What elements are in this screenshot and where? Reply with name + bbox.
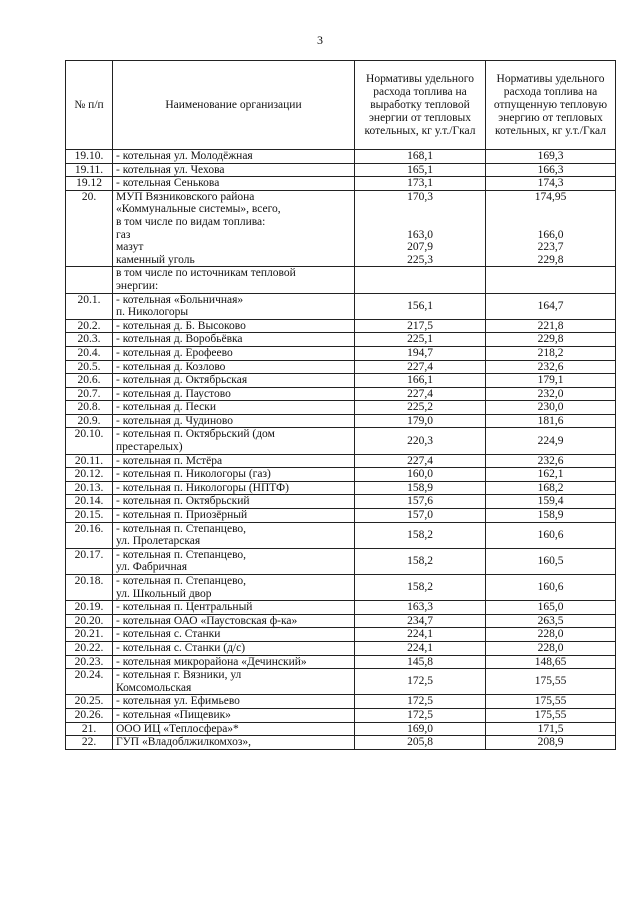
organization-name: [113, 374, 355, 388]
table-row: [66, 495, 616, 509]
cell-line: - котельная д. Воробьёвка: [116, 333, 243, 346]
production-norm-value: [355, 641, 486, 655]
organization-name: [113, 736, 355, 750]
table-row: [66, 360, 616, 374]
cell-line: 172,5: [407, 675, 433, 688]
organization-name: [113, 267, 355, 293]
production-norm-value: [355, 601, 486, 615]
row-number: 20.1.: [66, 293, 113, 319]
cell-line: - котельная п. Октябрьский (дом: [116, 428, 275, 441]
cell-line: 165,0: [537, 601, 564, 614]
production-norm-value: [355, 360, 486, 374]
cell-line: - котельная п. Степанцево,: [116, 548, 247, 561]
organization-name: [113, 468, 355, 482]
cell-line: - котельная п. Октябрьский: [116, 495, 250, 508]
table-row: [66, 163, 616, 177]
supply-norm-value: [486, 333, 616, 347]
fuel-norms-table: [65, 60, 616, 750]
table-row: [66, 468, 616, 482]
production-norm-value: [355, 522, 486, 548]
cell-line: 174,95: [534, 190, 567, 203]
table-row: [66, 695, 616, 709]
cell-line: «Коммунальные системы», всего,: [116, 203, 281, 216]
row-number: 20.20.: [66, 614, 113, 628]
cell-line: [358, 203, 482, 216]
organization-name: [113, 601, 355, 615]
table-row: [66, 387, 616, 401]
cell-line: 160,5: [537, 555, 564, 568]
production-norm-value: [355, 614, 486, 628]
organization-name: [113, 495, 355, 509]
row-number: 20.8.: [66, 401, 113, 415]
organization-name: [113, 454, 355, 468]
supply-norm-value: [486, 150, 616, 164]
cell-line: [358, 216, 482, 229]
cell-line: 224,1: [407, 628, 433, 641]
row-number: 20.13.: [66, 481, 113, 495]
cell-line: 166,1: [407, 374, 433, 387]
production-norm-value: [355, 454, 486, 468]
row-number: 20.12.: [66, 468, 113, 482]
cell-line: 145,8: [407, 655, 433, 668]
cell-line: 228,0: [537, 628, 564, 641]
organization-name: [113, 669, 355, 695]
cell-line: 229,8: [537, 253, 564, 266]
production-norm-value: [355, 333, 486, 347]
row-number: 20.3.: [66, 333, 113, 347]
cell-line: 179,0: [407, 414, 433, 427]
cell-line: Комсомольская: [116, 681, 192, 694]
cell-line: - котельная ОАО «Паустовская ф-ка»: [116, 614, 298, 627]
table-row: [66, 736, 616, 750]
row-number: 20.14.: [66, 495, 113, 509]
cell-line: - котельная Сенькова: [116, 177, 220, 190]
table-row: [66, 628, 616, 642]
cell-line: 221,8: [537, 319, 564, 332]
cell-line: ООО ИЦ «Теплосфера»*: [116, 722, 239, 735]
table-header-row: [66, 61, 616, 150]
cell-line: 175,55: [534, 708, 567, 721]
cell-line: 170,3: [407, 190, 433, 203]
row-number: 20.4.: [66, 346, 113, 360]
production-norm-value: [355, 736, 486, 750]
organization-name: [113, 628, 355, 642]
cell-line: - котельная г. Вязники, ул: [116, 669, 242, 682]
cell-line: 232,6: [537, 454, 564, 467]
table-row: [66, 601, 616, 615]
cell-line: - котельная д. Чудиново: [116, 414, 233, 427]
production-norm-value: [355, 401, 486, 415]
cell-line: в том числе по видам топлива:: [116, 215, 266, 228]
cell-line: 207,9: [407, 241, 433, 254]
table-row: [66, 509, 616, 523]
cell-line: - котельная д. Ерофеево: [116, 346, 233, 359]
cell-line: 158,9: [407, 481, 433, 494]
supply-norm-value: [486, 614, 616, 628]
organization-name: [113, 548, 355, 574]
production-norm-value: [355, 150, 486, 164]
cell-line: ГУП «Владоблжилкомхоз»,: [116, 736, 252, 749]
cell-line: - котельная ул. Молодёжная: [116, 150, 253, 162]
cell-line: 160,6: [537, 581, 564, 594]
cell-line: - котельная д. Пески: [116, 401, 216, 414]
cell-line: 171,5: [537, 722, 564, 735]
production-norm-value: [355, 509, 486, 523]
cell-line: 232,6: [537, 360, 564, 373]
organization-name: [113, 414, 355, 428]
cell-line: 218,2: [537, 346, 564, 359]
cell-line: 158,2: [407, 528, 433, 541]
production-norm-value: [355, 708, 486, 722]
cell-line: 217,5: [407, 319, 433, 332]
supply-norm-value: [486, 387, 616, 401]
cell-line: 224,1: [407, 641, 433, 654]
supply-norm-value: [486, 669, 616, 695]
row-number: 19.11.: [66, 163, 113, 177]
supply-norm-value: [486, 481, 616, 495]
supply-norm-value: [486, 628, 616, 642]
organization-name: [113, 722, 355, 736]
production-norm-value: [355, 695, 486, 709]
cell-line: - котельная д. Козлово: [116, 360, 226, 373]
production-norm-value: [355, 190, 486, 267]
cell-line: - котельная ул. Чехова: [116, 163, 225, 176]
organization-name: [113, 695, 355, 709]
row-number: 21.: [66, 722, 113, 736]
cell-line: МУП Вязниковского района: [116, 190, 255, 203]
cell-line: - котельная «Пищевик»: [116, 708, 231, 721]
production-norm-value: [355, 267, 486, 293]
supply-norm-value: [486, 548, 616, 574]
organization-name: [113, 522, 355, 548]
cell-line: - котельная п. Никологоры (НПТФ): [116, 481, 289, 494]
cell-line: каменный уголь: [116, 253, 195, 266]
cell-line: - котельная д. Б. Высоково: [116, 319, 246, 332]
row-number: 20.16.: [66, 522, 113, 548]
cell-line: [489, 203, 612, 216]
cell-line: [489, 216, 612, 229]
row-number: 20.2.: [66, 319, 113, 333]
cell-line: 148,65: [534, 655, 567, 668]
production-norm-value: [355, 481, 486, 495]
cell-line: 166,3: [537, 163, 564, 176]
table-body: [66, 150, 616, 750]
production-norm-value: [355, 722, 486, 736]
production-norm-value: [355, 428, 486, 454]
table-row: [66, 548, 616, 574]
organization-name: [113, 641, 355, 655]
supply-norm-value: [486, 360, 616, 374]
production-norm-value: [355, 414, 486, 428]
production-norm-value: [355, 655, 486, 669]
table-row: [66, 374, 616, 388]
cell-line: 168,2: [537, 481, 564, 494]
cell-line: 165,1: [407, 163, 433, 176]
organization-name: [113, 509, 355, 523]
cell-line: 263,5: [537, 614, 564, 627]
cell-line: 179,1: [537, 374, 564, 387]
table-row: [66, 150, 616, 164]
cell-line: 166,0: [537, 228, 564, 241]
supply-norm-value: [486, 601, 616, 615]
cell-line: [489, 274, 612, 287]
row-number: 20.: [66, 190, 113, 267]
table-row: [66, 669, 616, 695]
table-row: [66, 614, 616, 628]
table-row: [66, 267, 616, 293]
row-number: 20.26.: [66, 708, 113, 722]
cell-line: 228,0: [537, 641, 564, 654]
cell-line: в том числе по источникам тепловой: [116, 267, 296, 280]
cell-line: 172,5: [407, 708, 433, 721]
cell-line: - котельная «Больничная»: [116, 293, 244, 306]
cell-line: 163,3: [407, 601, 433, 614]
cell-line: - котельная п. Мстёра: [116, 454, 223, 467]
production-norm-value: [355, 163, 486, 177]
organization-name: [113, 655, 355, 669]
cell-line: 163,0: [407, 228, 433, 241]
production-norm-value: [355, 374, 486, 388]
table-row: [66, 655, 616, 669]
row-number: 20.22.: [66, 641, 113, 655]
table-row: [66, 575, 616, 601]
organization-name: [113, 708, 355, 722]
cell-line: 162,1: [537, 468, 564, 481]
row-number: 20.6.: [66, 374, 113, 388]
organization-name: [113, 346, 355, 360]
cell-line: - котельная д. Октябрьская: [116, 374, 248, 387]
table-row: [66, 401, 616, 415]
cell-line: ул. Школьный двор: [116, 587, 212, 600]
supply-norm-value: [486, 454, 616, 468]
table-row: [66, 641, 616, 655]
cell-line: 225,2: [407, 401, 433, 414]
supply-norm-value: [486, 267, 616, 293]
cell-line: 208,9: [537, 736, 564, 749]
header-num: № п/п: [66, 61, 113, 150]
page-number: 3: [317, 33, 323, 47]
supply-norm-value: [486, 414, 616, 428]
cell-line: энергии:: [116, 279, 159, 292]
cell-line: 175,55: [534, 675, 567, 688]
table-row: [66, 333, 616, 347]
supply-norm-value: [486, 428, 616, 454]
row-number: 19.12: [66, 177, 113, 191]
table-row: [66, 522, 616, 548]
table-row: [66, 454, 616, 468]
header-production-norm: Нормативы удельного расхода топлива на выработку тепловой энергии от тепловых котельных, кг у.т./Гкал: [355, 61, 486, 150]
row-number: 20.19.: [66, 601, 113, 615]
organization-name: [113, 333, 355, 347]
cell-line: - котельная ул. Ефимьево: [116, 695, 240, 708]
cell-line: - котельная п. Никологоры (газ): [116, 468, 271, 481]
cell-line: 174,3: [537, 177, 564, 190]
supply-norm-value: [486, 509, 616, 523]
supply-norm-value: [486, 293, 616, 319]
cell-line: - котельная д. Паустово: [116, 387, 231, 400]
cell-line: 172,5: [407, 695, 433, 708]
cell-line: 158,2: [407, 555, 433, 568]
cell-line: 227,4: [407, 387, 433, 400]
supply-norm-value: [486, 374, 616, 388]
cell-line: 158,2: [407, 581, 433, 594]
organization-name: [113, 481, 355, 495]
supply-norm-value: [486, 522, 616, 548]
table-row: [66, 190, 616, 267]
cell-line: 157,6: [407, 495, 433, 508]
row-number: 20.24.: [66, 669, 113, 695]
supply-norm-value: [486, 401, 616, 415]
organization-name: [113, 387, 355, 401]
cell-line: 159,4: [537, 495, 564, 508]
cell-line: 232,0: [537, 387, 564, 400]
cell-line: 169,0: [407, 722, 433, 735]
row-number: 22.: [66, 736, 113, 750]
cell-line: 227,4: [407, 454, 433, 467]
supply-norm-value: [486, 346, 616, 360]
production-norm-value: [355, 669, 486, 695]
supply-norm-value: [486, 641, 616, 655]
supply-norm-value: [486, 708, 616, 722]
supply-norm-value: [486, 163, 616, 177]
cell-line: 223,7: [537, 241, 564, 254]
cell-line: 220,3: [407, 434, 433, 447]
supply-norm-value: [486, 468, 616, 482]
organization-name: [113, 319, 355, 333]
organization-name: [113, 428, 355, 454]
cell-line: 225,3: [407, 253, 433, 266]
cell-line: 157,0: [407, 509, 433, 522]
cell-line: 230,0: [537, 401, 564, 414]
row-number: 20.11.: [66, 454, 113, 468]
cell-line: - котельная с. Станки: [116, 628, 221, 641]
organization-name: [113, 360, 355, 374]
organization-name: [113, 177, 355, 191]
organization-name: [113, 190, 355, 267]
supply-norm-value: [486, 695, 616, 709]
organization-name: [113, 401, 355, 415]
row-number: 20.23.: [66, 655, 113, 669]
table-row: [66, 708, 616, 722]
row-number: 20.25.: [66, 695, 113, 709]
row-number: 20.10.: [66, 428, 113, 454]
organization-name: [113, 293, 355, 319]
row-number: 20.21.: [66, 628, 113, 642]
production-norm-value: [355, 495, 486, 509]
row-number: [66, 267, 113, 293]
organization-name: [113, 614, 355, 628]
cell-line: - котельная п. Приозёрный: [116, 509, 248, 522]
cell-line: [358, 274, 482, 287]
row-number: 20.15.: [66, 509, 113, 523]
cell-line: - котельная п. Степанцево,: [116, 575, 247, 587]
cell-line: 156,1: [407, 299, 433, 312]
production-norm-value: [355, 628, 486, 642]
cell-line: 164,7: [537, 299, 564, 312]
cell-line: ул. Фабричная: [116, 561, 188, 574]
supply-norm-value: [486, 575, 616, 601]
cell-line: 205,8: [407, 736, 433, 749]
cell-line: 234,7: [407, 614, 433, 627]
cell-line: 227,4: [407, 360, 433, 373]
row-number: 19.10.: [66, 150, 113, 164]
cell-line: 229,8: [537, 333, 564, 346]
supply-norm-value: [486, 722, 616, 736]
cell-line: - котельная с. Станки (д/с): [116, 641, 246, 654]
cell-line: 224,9: [537, 434, 564, 447]
cell-line: престарелых): [116, 441, 183, 454]
cell-line: 158,9: [537, 509, 564, 522]
row-number: 20.18.: [66, 575, 113, 601]
cell-line: мазут: [116, 241, 144, 254]
cell-line: ул. Пролетарская: [116, 535, 201, 548]
row-number: 20.5.: [66, 360, 113, 374]
row-number: 20.7.: [66, 387, 113, 401]
cell-line: 225,1: [407, 333, 433, 346]
production-norm-value: [355, 575, 486, 601]
table-row: [66, 414, 616, 428]
header-org: Наименование организации: [113, 61, 355, 150]
row-number: 20.9.: [66, 414, 113, 428]
supply-norm-value: [486, 177, 616, 191]
supply-norm-value: [486, 319, 616, 333]
cell-line: 168,1: [407, 150, 433, 162]
production-norm-value: [355, 319, 486, 333]
table-row: [66, 293, 616, 319]
supply-norm-value: [486, 190, 616, 267]
row-number: 20.17.: [66, 548, 113, 574]
table-row: [66, 177, 616, 191]
production-norm-value: [355, 177, 486, 191]
production-norm-value: [355, 387, 486, 401]
cell-line: 175,55: [534, 695, 567, 708]
organization-name: [113, 575, 355, 601]
cell-line: - котельная п. Центральный: [116, 601, 253, 614]
cell-line: п. Никологоры: [116, 306, 189, 319]
cell-line: газ: [116, 228, 131, 241]
cell-line: 181,6: [537, 414, 564, 427]
cell-line: 160,6: [537, 528, 564, 541]
cell-line: 194,7: [407, 346, 433, 359]
organization-name: [113, 150, 355, 164]
cell-line: 169,3: [537, 150, 564, 162]
cell-line: - котельная микрорайона «Дечинский»: [116, 655, 307, 668]
table-row: [66, 722, 616, 736]
supply-norm-value: [486, 736, 616, 750]
production-norm-value: [355, 346, 486, 360]
production-norm-value: [355, 548, 486, 574]
organization-name: [113, 163, 355, 177]
supply-norm-value: [486, 495, 616, 509]
cell-line: 160,0: [407, 468, 433, 481]
table-row: [66, 428, 616, 454]
table-row: [66, 346, 616, 360]
cell-line: 173,1: [407, 177, 433, 190]
supply-norm-value: [486, 655, 616, 669]
header-supply-norm: Нормативы удельного расхода топлива на отпущенную тепловую энергию от тепловых котельных, кг у.т./Гкал: [486, 61, 616, 150]
cell-line: - котельная п. Степанцево,: [116, 522, 247, 535]
table-row: [66, 319, 616, 333]
production-norm-value: [355, 468, 486, 482]
table-row: [66, 481, 616, 495]
production-norm-value: [355, 293, 486, 319]
